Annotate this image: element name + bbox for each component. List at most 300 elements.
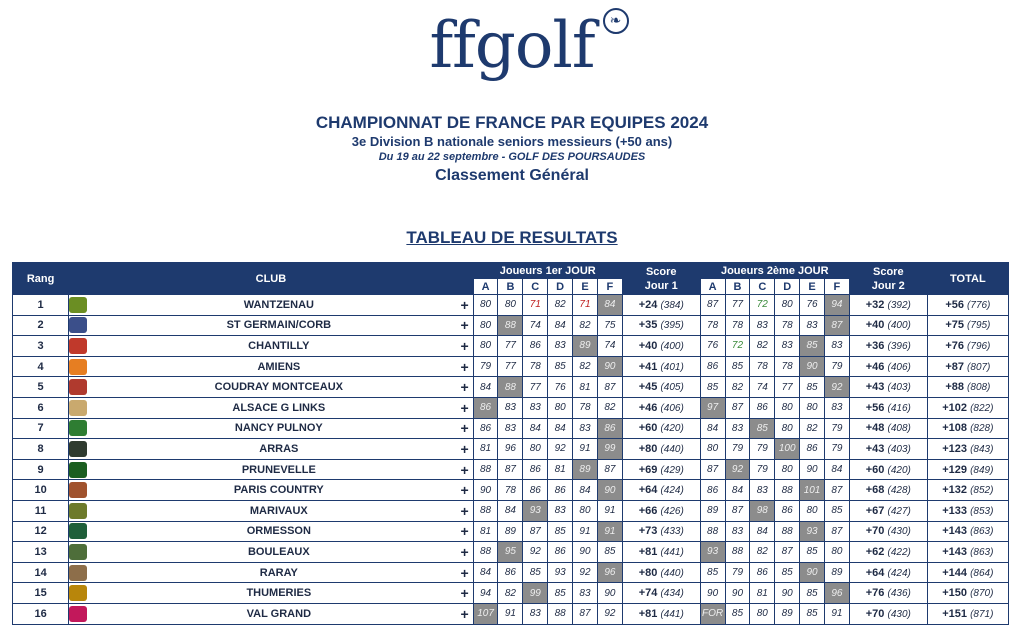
expand-button[interactable]: + xyxy=(460,523,469,540)
player-score-cell: 79 xyxy=(824,418,849,439)
rank-cell: 1 xyxy=(13,295,69,316)
player-score-cell: 86 xyxy=(750,562,775,583)
player-score-cell: 91 xyxy=(597,521,622,542)
player-score-cell: 91 xyxy=(824,603,849,624)
player-score-cell: 82 xyxy=(750,542,775,563)
player-score-cell: 89 xyxy=(824,562,849,583)
expand-button[interactable]: + xyxy=(460,543,469,560)
club-name: RARAY xyxy=(259,566,298,579)
score-relative: +62 xyxy=(865,545,885,558)
club-logo-icon xyxy=(69,338,87,354)
score-strokes: (428) xyxy=(887,485,911,497)
player-score-cell: 86 xyxy=(523,480,548,501)
player-score-cell: 90 xyxy=(597,583,622,604)
player-score-cell: 79 xyxy=(750,439,775,460)
player-score-cell: 96 xyxy=(597,562,622,583)
player-score-cell: 84 xyxy=(597,295,622,316)
player-score-cell: 100 xyxy=(775,439,800,460)
player-score-cell: 93 xyxy=(700,542,725,563)
score-relative: +76 xyxy=(865,587,885,600)
score-day1-cell xyxy=(622,295,700,316)
expand-button[interactable]: + xyxy=(460,296,469,313)
score-relative: +69 xyxy=(638,463,658,476)
score-relative: +60 xyxy=(865,463,885,476)
score-strokes: (429) xyxy=(660,464,684,476)
player-score-cell: 71 xyxy=(573,295,598,316)
player-score-cell: 86 xyxy=(597,418,622,439)
player-score-cell: 101 xyxy=(800,480,825,501)
player-score-cell: 79 xyxy=(725,562,750,583)
club-name: MARIVAUX xyxy=(249,504,308,517)
score-day2-cell xyxy=(849,418,927,439)
player-col-a-day2: A xyxy=(700,279,725,295)
score-strokes: (392) xyxy=(887,299,911,311)
player-score-cell: 72 xyxy=(750,295,775,316)
club-cell xyxy=(69,459,473,480)
score-strokes: (430) xyxy=(887,526,911,538)
player-score-cell: 86 xyxy=(523,336,548,357)
score-relative: +36 xyxy=(865,339,885,352)
expand-button[interactable]: + xyxy=(460,379,469,396)
player-score-cell: 82 xyxy=(548,295,573,316)
player-score-cell: 91 xyxy=(573,439,598,460)
player-score-cell: 85 xyxy=(548,356,573,377)
division-subtitle: 3e Division B nationale seniors messieurs (+50 ans) xyxy=(351,134,673,149)
expand-button[interactable]: + xyxy=(460,399,469,416)
total-strokes: (863) xyxy=(970,526,994,538)
score-strokes: (400) xyxy=(887,320,911,332)
player-score-cell: 80 xyxy=(800,500,825,521)
player-score-cell: 82 xyxy=(597,397,622,418)
player-score-cell: 89 xyxy=(775,603,800,624)
player-score-cell: 84 xyxy=(498,500,523,521)
score-day2-cell xyxy=(849,603,927,624)
score-day2-cell xyxy=(849,356,927,377)
player-score-cell: 80 xyxy=(700,439,725,460)
score-strokes: (441) xyxy=(660,608,684,620)
player-score-cell: 85 xyxy=(597,542,622,563)
player-score-cell: 85 xyxy=(824,500,849,521)
score-day1-cell xyxy=(622,356,700,377)
player-score-cell: 80 xyxy=(548,397,573,418)
score-relative: +73 xyxy=(638,525,658,538)
total-strokes: (843) xyxy=(970,443,994,455)
table-row xyxy=(13,521,1009,542)
player-score-cell: 87 xyxy=(523,521,548,542)
player-score-cell: 79 xyxy=(824,439,849,460)
player-score-cell: 83 xyxy=(800,315,825,336)
score-relative: +41 xyxy=(638,360,658,373)
table-row xyxy=(13,336,1009,357)
player-score-cell: 88 xyxy=(775,480,800,501)
rank-cell: 11 xyxy=(13,500,69,521)
score-strokes: (406) xyxy=(887,361,911,373)
player-score-cell: 91 xyxy=(597,500,622,521)
player-score-cell: 79 xyxy=(725,439,750,460)
total-strokes: (849) xyxy=(970,464,994,476)
expand-button[interactable]: + xyxy=(460,502,469,519)
expand-button[interactable]: + xyxy=(460,317,469,334)
player-score-cell: 83 xyxy=(750,480,775,501)
club-name: WANTZENAU xyxy=(243,298,314,311)
score-strokes: (426) xyxy=(660,505,684,517)
total-relative: +129 xyxy=(942,463,968,476)
club-cell xyxy=(69,583,473,604)
total-cell xyxy=(927,315,1008,336)
player-score-cell: 87 xyxy=(498,459,523,480)
player-score-cell: 74 xyxy=(597,336,622,357)
player-col-d-day2: D xyxy=(775,279,800,295)
player-score-cell: 83 xyxy=(548,336,573,357)
total-relative: +75 xyxy=(945,319,964,332)
table-row xyxy=(13,480,1009,501)
player-score-cell: 78 xyxy=(775,356,800,377)
player-col-c-day1: C xyxy=(523,279,548,295)
player-score-cell: 82 xyxy=(573,315,598,336)
total-cell xyxy=(927,521,1008,542)
expand-button[interactable]: + xyxy=(460,337,469,354)
club-logo-icon xyxy=(69,544,87,560)
score-strokes: (422) xyxy=(887,546,911,558)
total-cell xyxy=(927,418,1008,439)
player-score-cell: 80 xyxy=(473,295,498,316)
player-score-cell: 95 xyxy=(498,542,523,563)
score-relative: +70 xyxy=(865,607,885,620)
rank-cell: 14 xyxy=(13,562,69,583)
score-relative: +32 xyxy=(865,298,885,311)
player-score-cell: 84 xyxy=(573,480,598,501)
club-cell xyxy=(69,603,473,624)
score-relative: +68 xyxy=(865,484,885,497)
club-logo-icon xyxy=(69,523,87,539)
player-score-cell: 81 xyxy=(473,521,498,542)
club-logo-icon xyxy=(69,565,87,581)
rooster-icon: ❧ xyxy=(603,8,629,34)
total-cell xyxy=(927,397,1008,418)
club-cell xyxy=(69,562,473,583)
total-cell xyxy=(927,377,1008,398)
player-score-cell: 86 xyxy=(523,459,548,480)
total-strokes: (864) xyxy=(970,567,994,579)
player-score-cell: 89 xyxy=(498,521,523,542)
club-name: ST GERMAIN/CORB xyxy=(226,319,332,332)
player-score-cell: 84 xyxy=(473,377,498,398)
expand-button[interactable]: + xyxy=(460,482,469,499)
score-strokes: (441) xyxy=(660,546,684,558)
player-score-cell: 92 xyxy=(573,562,598,583)
player-score-cell: 80 xyxy=(775,397,800,418)
score-strokes: (440) xyxy=(660,567,684,579)
player-score-cell: 78 xyxy=(725,315,750,336)
expand-button[interactable]: + xyxy=(460,564,469,581)
club-cell xyxy=(69,336,473,357)
score-relative: +45 xyxy=(638,381,658,394)
player-score-cell: 88 xyxy=(725,542,750,563)
player-score-cell: 90 xyxy=(800,356,825,377)
player-score-cell: 85 xyxy=(800,542,825,563)
player-score-cell: 93 xyxy=(548,562,573,583)
results-table xyxy=(12,262,1009,625)
player-score-cell: FOR xyxy=(700,603,725,624)
rank-cell: 7 xyxy=(13,418,69,439)
table-row xyxy=(13,418,1009,439)
player-score-cell: 78 xyxy=(750,356,775,377)
score-strokes: (436) xyxy=(887,588,911,600)
score-day2-cell xyxy=(849,336,927,357)
player-score-cell: 89 xyxy=(573,459,598,480)
score-strokes: (433) xyxy=(660,526,684,538)
club-logo-icon xyxy=(69,462,87,478)
score-day1-cell xyxy=(622,315,700,336)
player-score-cell: 78 xyxy=(700,315,725,336)
score-day2-cell xyxy=(849,583,927,604)
total-strokes: (776) xyxy=(967,299,991,311)
score-strokes: (401) xyxy=(660,361,684,373)
score-day1-cell xyxy=(622,439,700,460)
player-score-cell: 88 xyxy=(548,603,573,624)
rank-cell: 2 xyxy=(13,315,69,336)
player-score-cell: 87 xyxy=(824,315,849,336)
club-cell xyxy=(69,542,473,563)
total-relative: +87 xyxy=(945,360,964,373)
score-relative: +64 xyxy=(638,484,658,497)
score-relative: +48 xyxy=(865,422,885,435)
player-score-cell: 85 xyxy=(775,562,800,583)
player-score-cell: 80 xyxy=(473,336,498,357)
header xyxy=(0,113,1024,187)
score-strokes: (440) xyxy=(660,443,684,455)
player-score-cell: 86 xyxy=(548,542,573,563)
player-score-cell: 92 xyxy=(597,603,622,624)
player-score-cell: 87 xyxy=(824,480,849,501)
table-row xyxy=(13,562,1009,583)
expand-button[interactable]: + xyxy=(460,461,469,478)
player-score-cell: 79 xyxy=(473,356,498,377)
score-relative: +24 xyxy=(638,298,658,311)
total-relative: +144 xyxy=(942,566,968,579)
score-strokes: (420) xyxy=(887,464,911,476)
total-cell xyxy=(927,562,1008,583)
total-strokes: (871) xyxy=(970,608,994,620)
player-score-cell: 91 xyxy=(573,521,598,542)
score-strokes: (424) xyxy=(660,485,684,497)
player-score-cell: 99 xyxy=(597,439,622,460)
club-logo-icon xyxy=(69,441,87,457)
player-score-cell: 87 xyxy=(573,603,598,624)
player-score-cell: 85 xyxy=(800,583,825,604)
score-relative: +60 xyxy=(638,422,658,435)
player-score-cell: 86 xyxy=(775,500,800,521)
table-row xyxy=(13,397,1009,418)
player-score-cell: 75 xyxy=(597,315,622,336)
club-cell xyxy=(69,439,473,460)
score-day2-cell xyxy=(849,377,927,398)
player-score-cell: 80 xyxy=(775,418,800,439)
total-relative: +151 xyxy=(942,607,968,620)
player-score-cell: 88 xyxy=(700,521,725,542)
expand-button[interactable]: + xyxy=(460,420,469,437)
player-score-cell: 87 xyxy=(700,459,725,480)
player-score-cell: 89 xyxy=(573,336,598,357)
player-score-cell: 99 xyxy=(523,583,548,604)
total-relative: +150 xyxy=(942,587,968,600)
score-strokes: (427) xyxy=(887,505,911,517)
score-day1-cell xyxy=(622,418,700,439)
score-strokes: (403) xyxy=(887,382,911,394)
score-day2-cell xyxy=(849,542,927,563)
total-strokes: (828) xyxy=(970,423,994,435)
expand-button[interactable]: + xyxy=(460,358,469,375)
score-strokes: (400) xyxy=(660,340,684,352)
player-col-e-day1: E xyxy=(573,279,598,295)
player-score-cell: 83 xyxy=(775,336,800,357)
club-name: VAL GRAND xyxy=(246,607,312,620)
club-logo-icon xyxy=(69,379,87,395)
expand-button[interactable]: + xyxy=(460,605,469,622)
player-score-cell: 92 xyxy=(548,439,573,460)
player-score-cell: 83 xyxy=(523,397,548,418)
club-cell xyxy=(69,295,473,316)
score-day2-cell xyxy=(849,397,927,418)
player-score-cell: 88 xyxy=(775,521,800,542)
score-day1-cell xyxy=(622,336,700,357)
score-day1-cell xyxy=(622,542,700,563)
player-score-cell: 90 xyxy=(573,542,598,563)
player-score-cell: 77 xyxy=(725,295,750,316)
player-score-cell: 86 xyxy=(473,397,498,418)
score-relative: +64 xyxy=(865,566,885,579)
player-score-cell: 92 xyxy=(523,542,548,563)
championship-title: CHAMPIONNAT DE FRANCE PAR EQUIPES 2024 xyxy=(315,113,709,132)
player-score-cell: 85 xyxy=(523,562,548,583)
player-score-cell: 80 xyxy=(824,542,849,563)
player-score-cell: 77 xyxy=(498,336,523,357)
player-score-cell: 85 xyxy=(750,418,775,439)
table-row xyxy=(13,603,1009,624)
total-cell xyxy=(927,295,1008,316)
club-name: ALSACE G LINKS xyxy=(232,401,326,414)
table-row xyxy=(13,439,1009,460)
total-strokes: (853) xyxy=(970,505,994,517)
player-score-cell: 90 xyxy=(725,583,750,604)
player-col-e-day2: E xyxy=(800,279,825,295)
player-score-cell: 83 xyxy=(498,418,523,439)
club-logo-icon xyxy=(69,317,87,333)
score-relative: +46 xyxy=(638,401,658,414)
ffgolf-logo xyxy=(0,6,1024,86)
score-relative: +81 xyxy=(638,607,658,620)
expand-button[interactable]: + xyxy=(460,585,469,602)
player-score-cell: 80 xyxy=(573,500,598,521)
player-score-cell: 83 xyxy=(548,500,573,521)
player-score-cell: 91 xyxy=(498,603,523,624)
player-score-cell: 83 xyxy=(725,521,750,542)
total-strokes: (852) xyxy=(970,485,994,497)
rank-cell: 12 xyxy=(13,521,69,542)
club-logo-icon xyxy=(69,606,87,622)
club-name: PRUNEVELLE xyxy=(241,463,316,476)
score-strokes: (384) xyxy=(660,299,684,311)
club-logo-icon xyxy=(69,359,87,375)
club-name: PARIS COUNTRY xyxy=(233,484,324,497)
player-score-cell: 80 xyxy=(800,397,825,418)
player-score-cell: 97 xyxy=(700,397,725,418)
player-score-cell: 79 xyxy=(824,356,849,377)
player-score-cell: 82 xyxy=(573,356,598,377)
player-score-cell: 85 xyxy=(700,562,725,583)
club-logo-icon xyxy=(69,503,87,519)
total-relative: +108 xyxy=(942,422,968,435)
player-col-f-day2: F xyxy=(824,279,849,295)
player-score-cell: 88 xyxy=(498,377,523,398)
player-score-cell: 81 xyxy=(750,583,775,604)
player-score-cell: 85 xyxy=(800,336,825,357)
player-score-cell: 83 xyxy=(824,336,849,357)
total-relative: +88 xyxy=(945,381,964,394)
table-row xyxy=(13,295,1009,316)
total-relative: +143 xyxy=(942,525,968,538)
club-logo-icon xyxy=(69,400,87,416)
score-day2-cell xyxy=(849,295,927,316)
table-row xyxy=(13,377,1009,398)
score-relative: +81 xyxy=(638,545,658,558)
col-club: CLUB xyxy=(69,263,473,295)
score-day1-cell xyxy=(622,583,700,604)
total-strokes: (870) xyxy=(970,588,994,600)
col-day2: Joueurs 2ème JOUR xyxy=(700,263,849,279)
score-relative: +80 xyxy=(638,442,658,455)
score-day1-cell xyxy=(622,500,700,521)
player-score-cell: 81 xyxy=(473,439,498,460)
player-score-cell: 76 xyxy=(800,295,825,316)
player-score-cell: 83 xyxy=(573,418,598,439)
col-rang: Rang xyxy=(13,263,69,295)
total-strokes: (808) xyxy=(967,382,991,394)
player-score-cell: 74 xyxy=(523,315,548,336)
total-cell xyxy=(927,356,1008,377)
player-score-cell: 84 xyxy=(824,459,849,480)
expand-button[interactable]: + xyxy=(460,440,469,457)
score-day2-cell xyxy=(849,480,927,501)
total-cell xyxy=(927,500,1008,521)
score-relative: +74 xyxy=(638,587,658,600)
rank-cell: 13 xyxy=(13,542,69,563)
player-score-cell: 96 xyxy=(824,583,849,604)
player-col-f-day1: F xyxy=(597,279,622,295)
player-score-cell: 87 xyxy=(597,459,622,480)
score-day1-cell xyxy=(622,480,700,501)
total-strokes: (796) xyxy=(967,340,991,352)
score-strokes: (430) xyxy=(887,608,911,620)
player-score-cell: 107 xyxy=(473,603,498,624)
table-row xyxy=(13,315,1009,336)
score-relative: +43 xyxy=(865,381,885,394)
player-score-cell: 78 xyxy=(498,480,523,501)
score-relative: +43 xyxy=(865,442,885,455)
player-score-cell: 72 xyxy=(725,336,750,357)
score-strokes: (405) xyxy=(660,382,684,394)
club-name: CHANTILLY xyxy=(248,339,310,352)
table-title: TABLEAU DE RESULTATS xyxy=(406,228,618,247)
player-score-cell: 81 xyxy=(548,459,573,480)
total-cell xyxy=(927,459,1008,480)
score-strokes: (395) xyxy=(660,320,684,332)
score-day1-cell xyxy=(622,603,700,624)
score-relative: +70 xyxy=(865,525,885,538)
player-score-cell: 74 xyxy=(750,377,775,398)
club-cell xyxy=(69,377,473,398)
score-day1-cell xyxy=(622,397,700,418)
